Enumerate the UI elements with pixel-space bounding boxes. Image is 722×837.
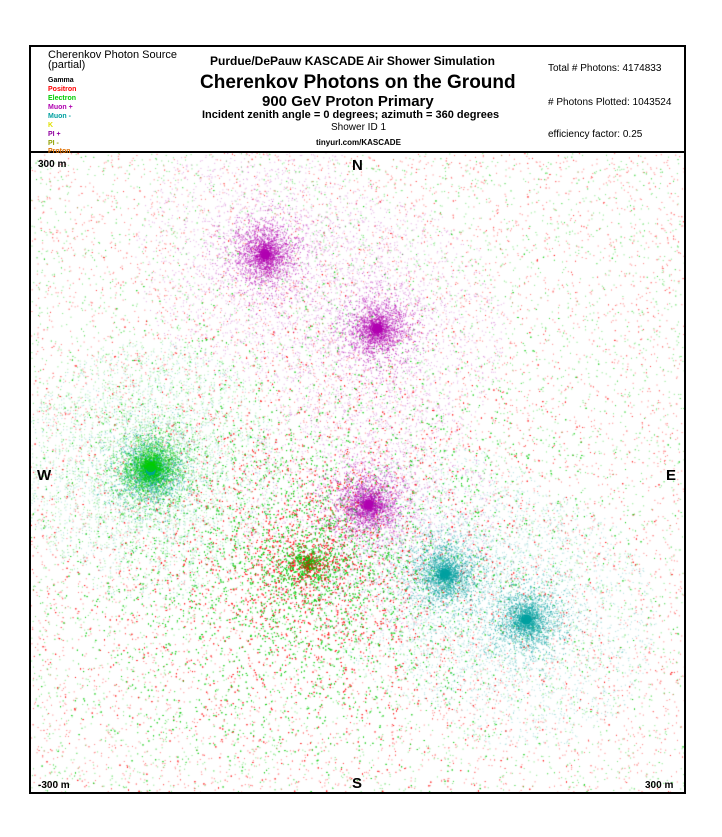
shower-id: Shower ID 1 bbox=[331, 122, 387, 133]
legend-item: Positron bbox=[48, 86, 77, 93]
legend-item: K bbox=[48, 122, 54, 129]
total-photons: Total # Photons: 4174833 bbox=[548, 63, 662, 74]
legend-title: Cherenkov Photon Source (partial) bbox=[48, 49, 178, 71]
photons-plotted: # Photons Plotted: 1043524 bbox=[548, 97, 672, 108]
corner-label-bottom-left: -300 m bbox=[38, 780, 70, 791]
compass-south: S bbox=[352, 775, 363, 792]
compass-north: N bbox=[352, 157, 363, 174]
compass-east: E bbox=[666, 467, 677, 484]
compass-west: W bbox=[37, 467, 52, 484]
legend-item: Electron bbox=[48, 95, 77, 102]
source-url: tinyurl.com/KASCADE bbox=[316, 138, 401, 147]
simulation-name: Purdue/DePauw KASCADE Air Shower Simulation bbox=[210, 54, 495, 68]
corner-label-top-left: 300 m bbox=[38, 159, 67, 170]
incident-angles: Incident zenith angle = 0 degrees; azimuth = 360 degrees bbox=[202, 109, 500, 121]
efficiency-factor: efficiency factor: 0.25 bbox=[548, 129, 643, 140]
legend-item: PI + bbox=[48, 131, 61, 138]
legend-item: Muon + bbox=[48, 104, 73, 111]
chart-title: Cherenkov Photons on the Ground bbox=[200, 72, 516, 93]
legend-item: Muon - bbox=[48, 113, 71, 120]
legend-item: Gamma bbox=[48, 77, 74, 84]
legend-item: Proton bbox=[48, 148, 71, 155]
chart-subtitle: 900 GeV Proton Primary bbox=[262, 93, 434, 110]
corner-label-bottom-right: 300 m bbox=[645, 780, 674, 791]
legend-item: PI - bbox=[48, 140, 59, 147]
